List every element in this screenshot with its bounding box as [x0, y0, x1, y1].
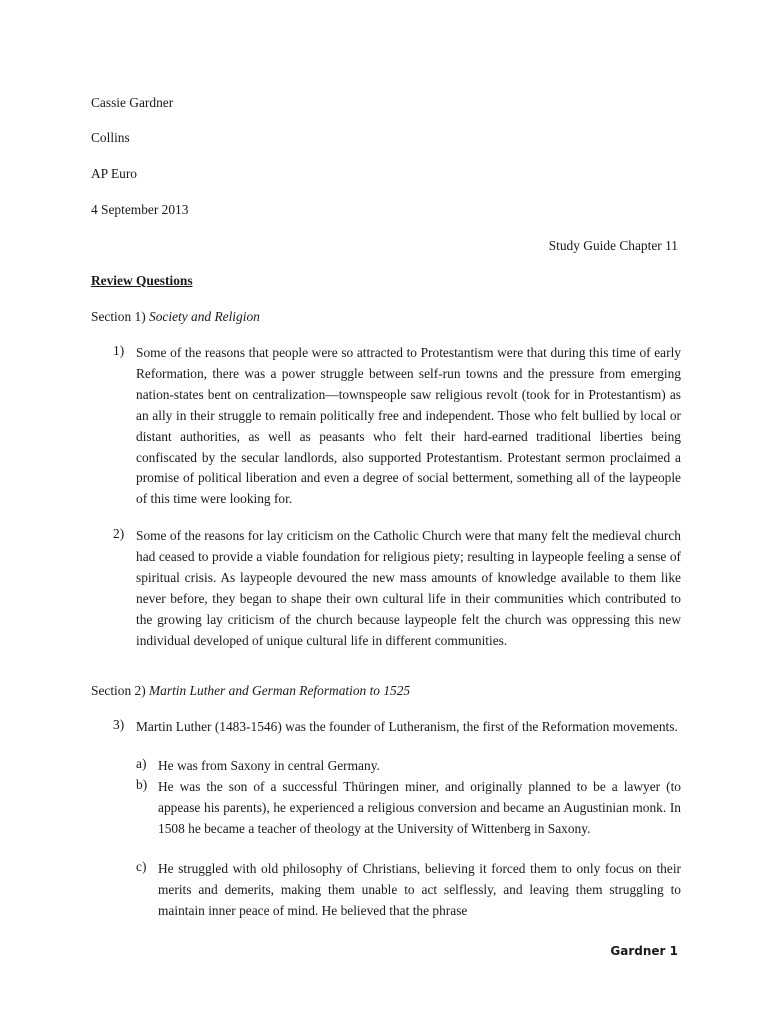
section-1-heading: Section 1) Society and Religion [91, 309, 260, 324]
student-name: Cassie Gardner [91, 95, 174, 110]
question-text: Martin Luther (1483-1546) was the founder of Lutheranism, the first of the Reformation movements. [136, 719, 678, 734]
section-2-heading: Section 2) Martin Luther and German Reformation to 1525 [91, 683, 411, 698]
question-number: 3) [113, 717, 125, 732]
document-title: Study Guide Chapter 11 [548, 238, 678, 253]
question-number: 1) [113, 343, 125, 358]
question-text: Some of the reasons that people were so attracted to Protestantism were that during this time of early Reformation, there was a power struggle between self-run towns and the pressure from emerging nation-states bent on centralization—townspeople saw religious revolt (took for in Protestantism) as an ally in their struggle to remain politically free and independent. Those who felt bullied by local or distant authorities, as well as peasants who felt their hard-earned traditional liberties being confiscated by the secular landlords, also supported Protestantism. Protestant sermon proclaimed a promise of political liberation and even a degree of social betterment, something all of the laypeople of this time were looking for. [136, 345, 681, 507]
course-name: AP Euro [91, 166, 137, 181]
subitem-letter: c) [136, 859, 147, 874]
question-text: Some of the reasons for lay criticism on the Catholic Church were that many felt the medieval church had ceased to provide a viable foundation for religious piety; resulting in laypeople feeling a sense of spiritual crisis. As laypeople devoured the new mass amounts of knowledge available to them like never before, they began to shape their own cultural life in their communities which contributed to the growing lay criticism of the church because laypeople felt the church was oppressing this new individual developed of unique cultural life in different communities. [136, 528, 681, 648]
subitem-letter: b) [136, 777, 148, 792]
subitem-text: He was from Saxony in central Germany. [158, 758, 380, 773]
teacher-name: Collins [91, 130, 130, 145]
question-number: 2) [113, 526, 125, 541]
review-questions-heading: Review Questions [91, 273, 193, 288]
subitem-text: He was the son of a successful Thüringen miner, and originally planned to be a lawyer (to appease his parents), he experienced a religious conversion and became an Augustinian monk. In 1508 he became a teacher of theology at the University of Wittenberg in Saxony. [158, 779, 681, 836]
page-footer: Gardner 1 [610, 944, 678, 958]
subitem-letter: a) [136, 756, 147, 771]
document-date: 4 September 2013 [91, 202, 189, 217]
subitem-text: He struggled with old philosophy of Christians, believing it forced them to only focus on their merits and demerits, making them unable to act selflessly, and leaving them struggling to maintain inner peace of mind. He believed that the phrase [158, 861, 681, 918]
